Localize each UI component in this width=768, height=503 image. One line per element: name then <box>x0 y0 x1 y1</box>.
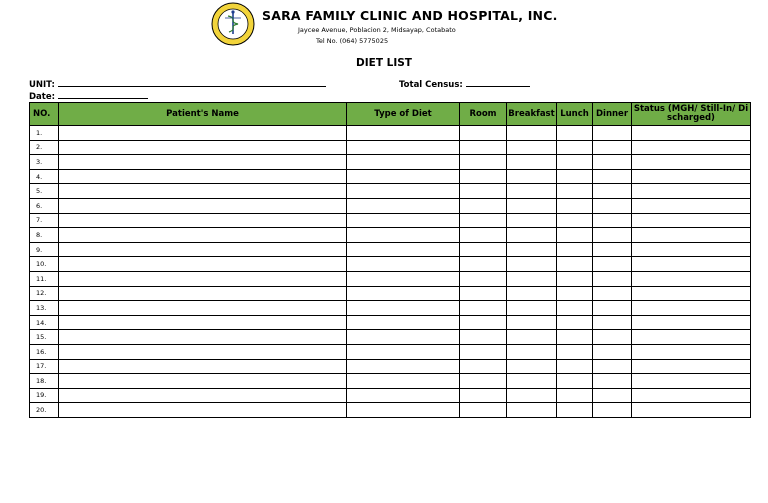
cell-status[interactable] <box>632 213 751 228</box>
cell-patient-name[interactable] <box>59 344 347 359</box>
cell-breakfast[interactable] <box>507 344 557 359</box>
document-title: DIET LIST <box>356 57 412 69</box>
cell-status[interactable] <box>632 126 751 141</box>
cell-status[interactable] <box>632 286 751 301</box>
cell-dinner[interactable] <box>593 198 632 213</box>
row-number: 2. <box>30 140 59 155</box>
header-col-no: NO. <box>30 103 59 126</box>
cell-patient-name[interactable] <box>59 155 347 170</box>
cell-patient-name[interactable] <box>59 140 347 155</box>
cell-dinner[interactable] <box>593 286 632 301</box>
cell-type-of-diet[interactable] <box>347 140 460 155</box>
cell-status[interactable] <box>632 344 751 359</box>
cell-lunch[interactable] <box>557 228 593 243</box>
cell-lunch[interactable] <box>557 388 593 403</box>
cell-lunch[interactable] <box>557 140 593 155</box>
cell-room[interactable] <box>460 140 507 155</box>
cell-room[interactable] <box>460 330 507 345</box>
cell-breakfast[interactable] <box>507 271 557 286</box>
cell-room[interactable] <box>460 388 507 403</box>
table-row <box>30 403 751 418</box>
cell-breakfast[interactable] <box>507 140 557 155</box>
cell-status[interactable] <box>632 315 751 330</box>
cell-dinner[interactable] <box>593 155 632 170</box>
cell-lunch[interactable] <box>557 126 593 141</box>
cell-status[interactable] <box>632 374 751 389</box>
cell-type-of-diet[interactable] <box>347 359 460 374</box>
cell-breakfast[interactable] <box>507 213 557 228</box>
row-number: 12. <box>30 286 59 301</box>
row-number: 10. <box>30 257 59 272</box>
cell-room[interactable] <box>460 301 507 316</box>
cell-room[interactable] <box>460 344 507 359</box>
table-header-row <box>30 103 751 126</box>
cell-type-of-diet[interactable] <box>347 301 460 316</box>
cell-type-of-diet[interactable] <box>347 126 460 141</box>
cell-lunch[interactable] <box>557 271 593 286</box>
cell-breakfast[interactable] <box>507 242 557 257</box>
cell-type-of-diet[interactable] <box>347 388 460 403</box>
cell-room[interactable] <box>460 359 507 374</box>
cell-lunch[interactable] <box>557 344 593 359</box>
cell-lunch[interactable] <box>557 403 593 418</box>
cell-type-of-diet[interactable] <box>347 155 460 170</box>
cell-type-of-diet[interactable] <box>347 286 460 301</box>
cell-breakfast[interactable] <box>507 286 557 301</box>
table-row <box>30 169 751 184</box>
cell-type-of-diet[interactable] <box>347 228 460 243</box>
cell-breakfast[interactable] <box>507 403 557 418</box>
diet-list-table <box>29 102 751 418</box>
cell-status[interactable] <box>632 242 751 257</box>
cell-patient-name[interactable] <box>59 388 347 403</box>
cell-patient-name[interactable] <box>59 184 347 199</box>
row-number: 1. <box>30 126 59 141</box>
cell-lunch[interactable] <box>557 257 593 272</box>
census-label: Total Census: <box>399 80 463 90</box>
cell-status[interactable] <box>632 155 751 170</box>
cell-room[interactable] <box>460 198 507 213</box>
cell-lunch[interactable] <box>557 169 593 184</box>
cell-lunch[interactable] <box>557 301 593 316</box>
cell-dinner[interactable] <box>593 388 632 403</box>
cell-dinner[interactable] <box>593 140 632 155</box>
cell-room[interactable] <box>460 403 507 418</box>
cell-type-of-diet[interactable] <box>347 169 460 184</box>
cell-status[interactable] <box>632 359 751 374</box>
cell-room[interactable] <box>460 257 507 272</box>
table-row <box>30 388 751 403</box>
table-row <box>30 198 751 213</box>
table-row <box>30 257 751 272</box>
row-number: 6. <box>30 198 59 213</box>
cell-patient-name[interactable] <box>59 374 347 389</box>
row-number: 8. <box>30 228 59 243</box>
table-row <box>30 155 751 170</box>
cell-status[interactable] <box>632 140 751 155</box>
cell-dinner[interactable] <box>593 271 632 286</box>
date-label: Date: <box>29 92 56 102</box>
cell-dinner[interactable] <box>593 242 632 257</box>
cell-patient-name[interactable] <box>59 330 347 345</box>
cell-patient-name[interactable] <box>59 213 347 228</box>
cell-patient-name[interactable] <box>59 359 347 374</box>
cell-dinner[interactable] <box>593 301 632 316</box>
header-col-type-of-diet: Type of Diet <box>347 103 460 126</box>
cell-status[interactable] <box>632 228 751 243</box>
cell-type-of-diet[interactable] <box>347 330 460 345</box>
cell-room[interactable] <box>460 374 507 389</box>
cell-lunch[interactable] <box>557 359 593 374</box>
row-number: 17. <box>30 359 59 374</box>
table-row <box>30 213 751 228</box>
table-row <box>30 271 751 286</box>
cell-patient-name[interactable] <box>59 315 347 330</box>
clinic-address: Jaycee Avenue, Poblacion 2, Midsayap, Cotabato <box>298 26 456 34</box>
cell-lunch[interactable] <box>557 330 593 345</box>
cell-lunch[interactable] <box>557 155 593 170</box>
cell-breakfast[interactable] <box>507 330 557 345</box>
cell-patient-name[interactable] <box>59 228 347 243</box>
cell-dinner[interactable] <box>593 344 632 359</box>
row-number: 5. <box>30 184 59 199</box>
cell-type-of-diet[interactable] <box>347 315 460 330</box>
row-number: 15. <box>30 330 59 345</box>
table-row <box>30 228 751 243</box>
cell-lunch[interactable] <box>557 374 593 389</box>
unit-label: UNIT: <box>29 80 55 90</box>
cell-type-of-diet[interactable] <box>347 198 460 213</box>
cell-breakfast[interactable] <box>507 374 557 389</box>
header-col-status: Status (MGH/ Still-In/ Discharged) <box>632 103 751 126</box>
cell-breakfast[interactable] <box>507 315 557 330</box>
header-col-room: Room <box>460 103 507 126</box>
cell-type-of-diet[interactable] <box>347 213 460 228</box>
cell-breakfast[interactable] <box>507 301 557 316</box>
table-row <box>30 330 751 345</box>
cell-lunch[interactable] <box>557 315 593 330</box>
table-row <box>30 286 751 301</box>
cell-room[interactable] <box>460 184 507 199</box>
cell-type-of-diet[interactable] <box>347 344 460 359</box>
census-field <box>399 79 530 90</box>
cell-status[interactable] <box>632 184 751 199</box>
cell-dinner[interactable] <box>593 257 632 272</box>
cell-type-of-diet[interactable] <box>347 374 460 389</box>
cell-type-of-diet[interactable] <box>347 271 460 286</box>
table-row <box>30 184 751 199</box>
cell-patient-name[interactable] <box>59 271 347 286</box>
cell-status[interactable] <box>632 301 751 316</box>
cell-lunch[interactable] <box>557 286 593 301</box>
clinic-telephone: Tel No. (064) 5775025 <box>316 37 389 45</box>
cell-patient-name[interactable] <box>59 169 347 184</box>
cell-status[interactable] <box>632 388 751 403</box>
cell-dinner[interactable] <box>593 126 632 141</box>
cell-room[interactable] <box>460 155 507 170</box>
cell-breakfast[interactable] <box>507 169 557 184</box>
table-row <box>30 374 751 389</box>
cell-patient-name[interactable] <box>59 257 347 272</box>
hospital-logo-icon <box>210 2 256 46</box>
row-number: 14. <box>30 315 59 330</box>
cell-patient-name[interactable] <box>59 301 347 316</box>
table-row <box>30 359 751 374</box>
table-row <box>30 315 751 330</box>
cell-breakfast[interactable] <box>507 388 557 403</box>
row-number: 19. <box>30 388 59 403</box>
cell-room[interactable] <box>460 126 507 141</box>
cell-breakfast[interactable] <box>507 198 557 213</box>
document-header <box>210 2 570 46</box>
cell-dinner[interactable] <box>593 213 632 228</box>
cell-dinner[interactable] <box>593 330 632 345</box>
cell-patient-name[interactable] <box>59 286 347 301</box>
cell-breakfast[interactable] <box>507 155 557 170</box>
cell-room[interactable] <box>460 228 507 243</box>
row-number: 9. <box>30 242 59 257</box>
row-number: 13. <box>30 301 59 316</box>
unit-field <box>29 79 326 90</box>
cell-status[interactable] <box>632 257 751 272</box>
cell-lunch[interactable] <box>557 184 593 199</box>
cell-room[interactable] <box>460 213 507 228</box>
cell-type-of-diet[interactable] <box>347 184 460 199</box>
cell-dinner[interactable] <box>593 184 632 199</box>
cell-breakfast[interactable] <box>507 228 557 243</box>
cell-status[interactable] <box>632 169 751 184</box>
cell-room[interactable] <box>460 271 507 286</box>
cell-patient-name[interactable] <box>59 403 347 418</box>
row-number: 4. <box>30 169 59 184</box>
cell-lunch[interactable] <box>557 242 593 257</box>
cell-room[interactable] <box>460 169 507 184</box>
cell-status[interactable] <box>632 330 751 345</box>
cell-dinner[interactable] <box>593 374 632 389</box>
cell-patient-name[interactable] <box>59 126 347 141</box>
census-blank[interactable] <box>466 79 530 87</box>
header-col-lunch: Lunch <box>557 103 593 126</box>
cell-type-of-diet[interactable] <box>347 403 460 418</box>
cell-type-of-diet[interactable] <box>347 257 460 272</box>
table-body <box>30 126 751 418</box>
cell-breakfast[interactable] <box>507 184 557 199</box>
cell-breakfast[interactable] <box>507 257 557 272</box>
cell-status[interactable] <box>632 403 751 418</box>
header-col-dinner: Dinner <box>593 103 632 126</box>
cell-dinner[interactable] <box>593 359 632 374</box>
row-number: 18. <box>30 374 59 389</box>
cell-status[interactable] <box>632 271 751 286</box>
clinic-name: SARA FAMILY CLINIC AND HOSPITAL, INC. <box>262 8 558 23</box>
row-number: 11. <box>30 271 59 286</box>
table-row <box>30 242 751 257</box>
row-number: 7. <box>30 213 59 228</box>
cell-patient-name[interactable] <box>59 242 347 257</box>
cell-room[interactable] <box>460 242 507 257</box>
cell-lunch[interactable] <box>557 213 593 228</box>
cell-room[interactable] <box>460 315 507 330</box>
cell-type-of-diet[interactable] <box>347 242 460 257</box>
table-row <box>30 126 751 141</box>
header-col-patient-name: Patient's Name <box>59 103 347 126</box>
cell-dinner[interactable] <box>593 315 632 330</box>
cell-breakfast[interactable] <box>507 126 557 141</box>
cell-dinner[interactable] <box>593 228 632 243</box>
unit-blank[interactable] <box>58 79 326 87</box>
cell-breakfast[interactable] <box>507 359 557 374</box>
table-row <box>30 344 751 359</box>
cell-lunch[interactable] <box>557 198 593 213</box>
table-row <box>30 140 751 155</box>
table-row <box>30 301 751 316</box>
cell-patient-name[interactable] <box>59 198 347 213</box>
header-col-breakfast: Breakfast <box>507 103 557 126</box>
row-number: 3. <box>30 155 59 170</box>
row-number: 16. <box>30 344 59 359</box>
cell-dinner[interactable] <box>593 169 632 184</box>
date-blank[interactable] <box>58 91 148 99</box>
date-field <box>29 91 148 102</box>
cell-room[interactable] <box>460 286 507 301</box>
cell-dinner[interactable] <box>593 403 632 418</box>
cell-status[interactable] <box>632 198 751 213</box>
row-number: 20. <box>30 403 59 418</box>
